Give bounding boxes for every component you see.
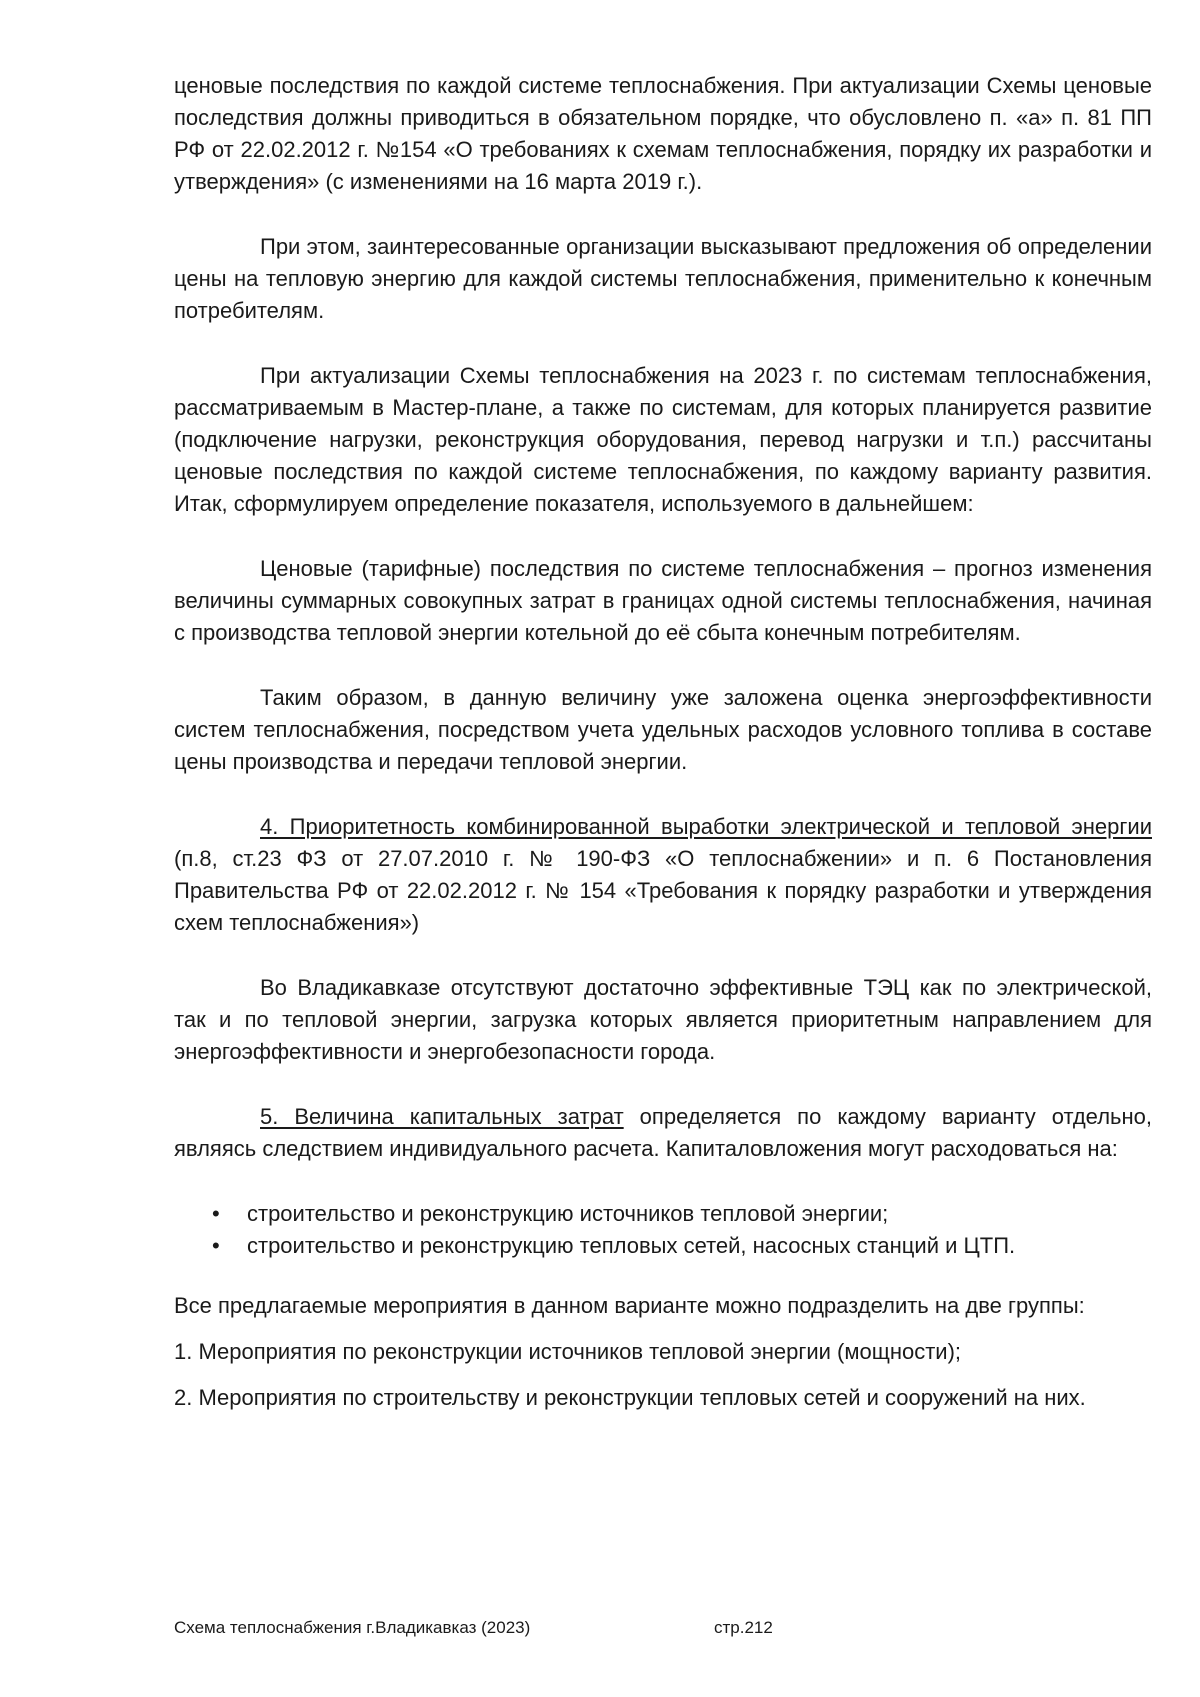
paragraph-scheme-update-2023: При актуализации Схемы теплоснабжения на 2023 г. по системам теплоснабжения, рассматриваемым в Мастер-плане, а также по системам, для которых планируется развитие (подключение нагрузки, реконструкция оборудования, перевод нагрузки и т.п.) рассчитаны ценовые последствия по каждой системе теплоснабжения, по каждому варианту развития. Итак, сформулируем определение показателя, используемого в дальнейшем:: [174, 363, 1152, 516]
list-item: [174, 1230, 1152, 1262]
paragraph-group-2: 2. Мероприятия по строительству и реконструкции тепловых сетей и сооружений на них.: [174, 1385, 1086, 1410]
section-5-heading: 5. Величина капитальных затрат: [260, 1104, 624, 1129]
paragraph-section-5: [174, 1101, 1152, 1165]
footer-page-number: стр.212: [714, 1618, 773, 1637]
bullet-icon: •: [212, 1201, 220, 1226]
paragraph-measure-groups: Все предлагаемые мероприятия в данном варианте можно подразделить на две группы:: [174, 1293, 1085, 1318]
footer-document-title: Схема теплоснабжения г.Владикавказ (2023): [174, 1618, 531, 1637]
bullet-icon: •: [212, 1233, 220, 1258]
paragraph-tariff-definition: Ценовые (тарифные) последствия по системе теплоснабжения – прогноз изменения величины суммарных совокупных затрат в границах одной системы теплоснабжения, начиная с производства тепловой энергии котельной до её сбыта конечным потребителям.: [174, 556, 1152, 645]
paragraph-price-consequences-intro: ценовые последствия по каждой системе теплоснабжения. При актуализации Схемы ценовые последствия должны приводиться в обязательном порядке, что обусловлено п. «а» п. 81 ПП РФ от 22.02.2012 г. №154 «О требованиях к схемам теплоснабжения, порядку их разработки и утверждения» (с изменениями на 16 марта 2019 г.).: [174, 73, 1152, 194]
list-item-text: строительство и реконструкцию тепловых сетей, насосных станций и ЦТП.: [247, 1233, 1016, 1258]
section-4-text: (п.8, ст.23 ФЗ от 27.07.2010 г. № 190-ФЗ «О теплоснабжении» и п. 6 Постановления Правительства РФ от 22.02.2012 г. № 154 «Требования к порядку разработки и утверждения схем теплоснабжения»): [174, 846, 1152, 935]
paragraph-section-4: [174, 811, 1152, 939]
section-5-text: определяется по каждому варианту отдельно, являясь следствием индивидуального расчета. Капиталовложения могут расходоваться на:: [174, 1104, 1152, 1161]
paragraph-energy-efficiency: Таким образом, в данную величину уже заложена оценка энергоэффективности систем теплоснабжения, посредством учета удельных расходов условного топлива в составе цены производства и передачи тепловой энергии.: [174, 685, 1152, 774]
list-item: [174, 1198, 1152, 1230]
document-body: [174, 70, 1152, 1428]
list-item-text: строительство и реконструкцию источников тепловой энергии;: [247, 1201, 889, 1226]
paragraph-vladikavkaz-chp: Во Владикавказе отсутствуют достаточно эффективные ТЭЦ как по электрической, так и по тепловой энергии, загрузка которых является приоритетным направлением для энергоэффективности и энергобезопасности города.: [174, 975, 1152, 1064]
section-4-heading: 4. Приоритетность комбинированной выработки электрической и тепловой энергии: [260, 814, 1152, 839]
capital-expenditure-list: [174, 1198, 1152, 1262]
paragraph-group-1: 1. Мероприятия по реконструкции источников тепловой энергии (мощности);: [174, 1339, 962, 1364]
paragraph-stakeholder-proposals: При этом, заинтересованные организации высказывают предложения об определении цены на тепловую энергию для каждой системы теплоснабжения, применительно к конечным потребителям.: [174, 234, 1152, 323]
